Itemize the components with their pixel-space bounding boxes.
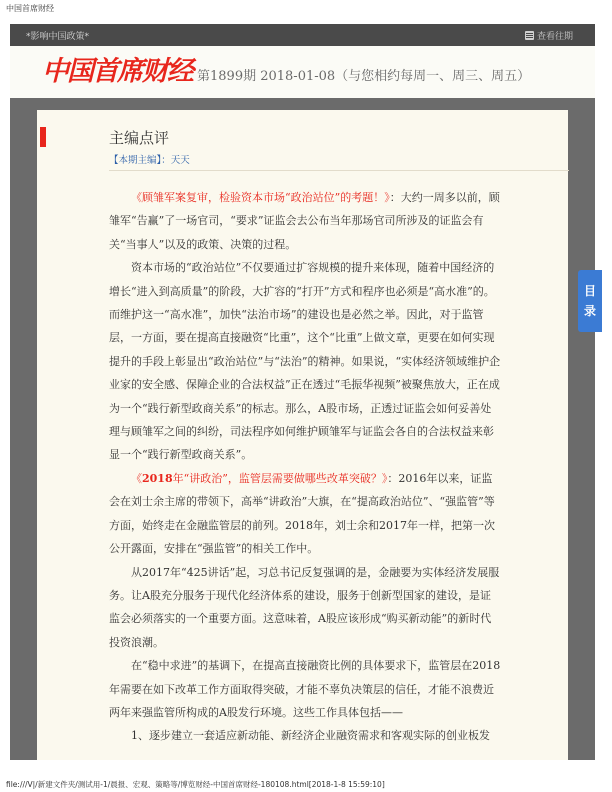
article-link-2-year: 2018	[142, 471, 173, 485]
site-logo[interactable]: 中国首席财经	[42, 56, 192, 87]
section-title: 主编点评	[109, 129, 170, 147]
paragraph-4: 从2017年“425讲话”起，习总书记反复强调的是，金融要为实体经济发展服务。让A股充分服务于现代化经济体系的建设，服务于创新型国家的建设，是证监会必须落实的一个重要方面。这意味着，A股应该形成“购买新动能”的新时代投资浪潮。	[109, 565, 500, 649]
toc-char-1: 目	[583, 284, 596, 298]
top-bar	[10, 24, 595, 46]
article-link-2[interactable]	[131, 472, 387, 485]
issue-info: 第1899期 2018-01-08（与您相约每周一、周三、周五）	[197, 69, 531, 84]
paragraph-3	[109, 467, 501, 561]
browser-page-header: 中国首席财经	[6, 4, 54, 13]
slogan-text: *影响中国政策*	[26, 32, 90, 42]
toc-char-2: 录	[583, 304, 596, 318]
article-link-2-pre: 《	[131, 471, 142, 485]
masthead	[10, 46, 595, 99]
paragraph-6: 1、逐步建立一套适应新动能、新经济企业融资需求和客观实际的创业板发	[131, 729, 490, 743]
browser-footer-path: file:///V|/新建文件夹/测试用-1/晨报、宏观、策略等/博览财经-中国首席财经-180108.html[2018-1-8 15:59:10]	[6, 780, 385, 789]
paragraph-2: 资本市场的“政治站位”不仅要通过扩容规模的提升来体现，随着中国经济的增长“进入到高质量”的阶段，大扩容的“打开”方式和程序也必须是“高水准”的。而维护这一“高水准”，加快“法治市场”的建设也是必然之举。因此，对于监管层，一方面，要在提高直接融资“比重”，这个“比重”上做文章，更要在如何实现提升的手段上彰显出“政治站位”与“法治”的精神。如果说，“实体经济领域维护企业家的安全感、保障企业的合法权益”正在透过“毛振华视频”被聚焦放大，正在成为一个“践行新型政商关系”的标志。那么，A股市场，正透过证监会如何妥善处理与顾雏军之间的纠纷，司法程序如何维护顾雏军与证监会各自的合法权益来彰显一个“践行新型政商关系”。	[109, 261, 501, 462]
article-body	[109, 186, 501, 748]
paragraph-1-text: ：大约一周多以前，顾雏军“告赢”了一场官司，“要求”证监会去公布当年那场官司所涉及的证监会有关“当事人”以及的政策、决策的过程。	[109, 191, 500, 251]
editor-name[interactable]: 天天	[170, 155, 190, 166]
archive-icon	[525, 31, 534, 40]
archive-link-label: 查看往期	[536, 32, 573, 42]
section-marker	[40, 127, 46, 147]
paragraph-3-text: ：2016年以来，证监会在刘士余主席的带领下，高举“讲政治”大旗，在“提高政治站位”、“强监管”等方面，始终走在金融监管层的前列。2018年，刘士余和2017年一样，把第一次公开露面，安排在“强监管”的相关工作中。	[109, 471, 495, 556]
editor-label: 【本期主编】	[109, 155, 162, 166]
paragraph-5: 在“稳中求进”的基调下，在提高直接融资比例的具体要求下，监管层在2018年需要在如下改革工作方面取得突破，才能不辜负决策层的信任，才能不浪费近两年来强监管所构成的A股发行环境。这些工作具体包括——	[109, 659, 501, 719]
toc-button[interactable]	[578, 270, 602, 332]
archive-link[interactable]	[525, 29, 573, 42]
editor-separator: ：	[161, 155, 171, 166]
paragraph-1	[109, 186, 501, 256]
article-link-1[interactable]: 《顾雏军案复审，检验资本市场“政治站位”的考题！》	[131, 191, 390, 204]
article-link-2-post: 年“讲政治”，监管层需要做哪些改革突破？》	[172, 471, 388, 485]
editor-line	[109, 152, 190, 166]
section-divider	[109, 170, 569, 171]
